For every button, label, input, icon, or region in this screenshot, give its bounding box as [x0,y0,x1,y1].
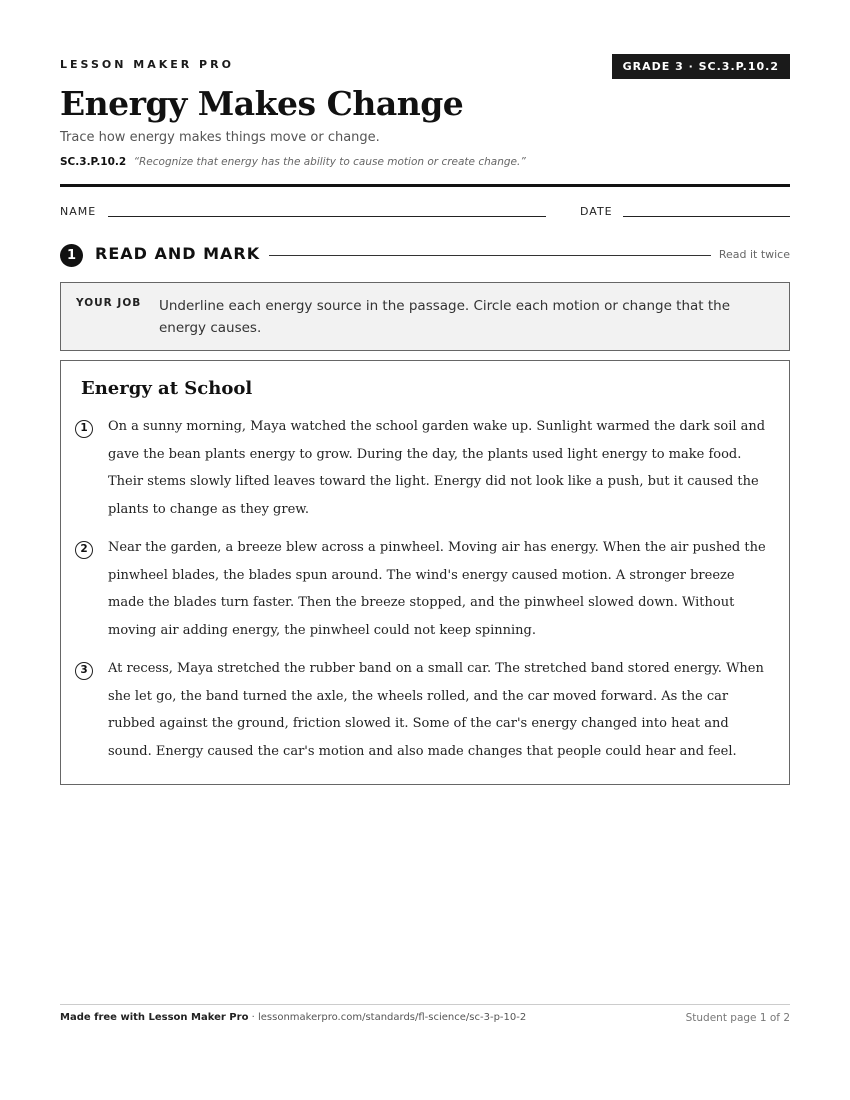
name-label: NAME [60,205,97,218]
paragraph-number: 3 [75,662,93,680]
section-header [60,243,790,267]
page-subtitle: Trace how energy makes things move or change. [60,130,380,145]
instructions-text: Underline each energy source in the passage. Circle each motion or change that the energy causes. [159,298,731,336]
paragraph-number: 1 [75,420,93,438]
footer-made-with: Made free with Lesson Maker Pro [60,1012,249,1023]
footer-url[interactable]: lessonmakerpro.com/standards/fl-science/sc-3-p-10-2 [257,1012,527,1023]
grade-badge: GRADE 3 · SC.3.P.10.2 [612,54,790,79]
standard-quote: “Recognize that energy has the ability to cause motion or create change.” [133,156,526,168]
instructions-box [60,282,790,351]
name-field[interactable] [108,216,546,217]
section-divider [269,255,711,256]
footer-divider [60,1004,790,1005]
paragraph-text: Near the garden, a breeze blew across a pinwheel. Moving air has energy. When the air pushed the pinwheel blades, the blades spun around. The wind's energy caused motion. A stronger breeze made the blades turn faster. Then the breeze stopped, and the pinwheel slowed down. Without moving air adding energy, the pinwheel could not keep spinning. [108,540,766,638]
footer-separator: · [248,1012,258,1023]
date-field[interactable] [623,216,790,217]
footer-credit [60,1012,526,1023]
standard-code: SC.3.P.10.2 [60,156,127,168]
section-note: Read it twice [718,248,790,261]
brand-name: LESSON MAKER PRO [60,58,234,71]
date-label: DATE [580,205,613,218]
paragraph-number: 2 [75,541,93,559]
header-divider [60,184,790,187]
reading-passage [60,360,790,785]
section-title: READ AND MARK [95,244,261,263]
passage-title: Energy at School [81,378,253,399]
paragraph-text: At recess, Maya stretched the rubber band on a small car. The stretched band stored energy. When she let go, the band turned the axle, the wheels rolled, and the car moved forward. As the car rubbed against the ground, friction slowed it. Some of the car's energy changed into heat and sound. Energy caused the car's motion and also made changes that people could hear and feel. [108,661,764,759]
standard-line [60,156,526,168]
page-indicator: Student page 1 of 2 [685,1012,790,1024]
instructions-label: YOUR JOB [76,297,142,309]
page-title: Energy Makes Change [60,84,464,123]
paragraph-text: On a sunny morning, Maya watched the school garden wake up. Sunlight warmed the dark soil and gave the bean plants energy to grow. During the day, the plants used light energy to make food. Their stems slowly lifted leaves toward the light. Energy did not look like a push, but it caused the plants to change as they grew. [108,419,766,517]
step-number-badge: 1 [60,244,83,267]
